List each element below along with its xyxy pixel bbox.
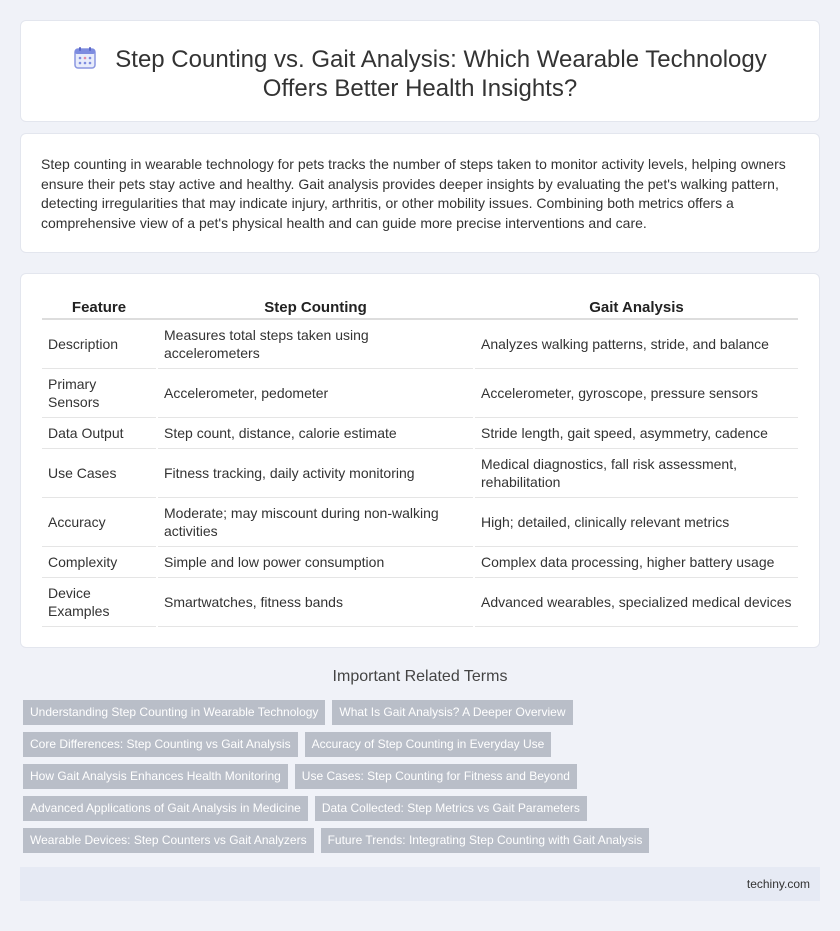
related-term-link[interactable]: Accuracy of Step Counting in Everyday Use — [305, 732, 552, 757]
table-row — [42, 368, 798, 417]
comparison-card — [20, 273, 820, 648]
related-terms-list — [23, 700, 813, 860]
related-term-link[interactable]: Core Differences: Step Counting vs Gait Analysis — [23, 732, 298, 757]
step-counting-cell: Step count, distance, calorie estimate — [157, 417, 474, 448]
related-terms-title: Important Related Terms — [332, 668, 508, 685]
step-counting-cell: Smartwatches, fitness bands — [157, 577, 474, 626]
gait-analysis-cell: Complex data processing, higher battery usage — [474, 546, 798, 577]
table-row — [42, 497, 798, 546]
intro-paragraph: Step counting in wearable technology for pets tracks the number of steps taken to monitor activity levels, helping owners ensure their pets stay active and healthy. Gait analysis provides deeper insights by evaluating the pet's walking pattern, detecting irregularities that may indicate injury, arthritis, or other mobility issues. Combining both metrics offers a comprehensive view of a pet's physical health and can guide more precise interventions and care. — [41, 156, 786, 231]
title-line-2: Offers Better Health Insights? — [262, 75, 578, 102]
footer-site-link[interactable]: techiny.com — [746, 877, 810, 891]
table-row — [42, 417, 798, 448]
intro-card — [20, 133, 820, 253]
step-counting-cell: Simple and low power consumption — [157, 546, 474, 577]
related-term-link[interactable]: Future Trends: Integrating Step Counting with Gait Analysis — [321, 828, 650, 853]
header-card — [20, 20, 820, 122]
table-row — [42, 577, 798, 626]
gait-analysis-cell: Advanced wearables, specialized medical devices — [474, 577, 798, 626]
step-counting-cell: Fitness tracking, daily activity monitoring — [157, 448, 474, 497]
table-row — [42, 448, 798, 497]
gait-analysis-cell: High; detailed, clinically relevant metrics — [474, 497, 798, 546]
related-term-link[interactable]: Use Cases: Step Counting for Fitness and Beyond — [295, 764, 577, 789]
tag-row — [23, 732, 813, 764]
related-term-link[interactable]: Advanced Applications of Gait Analysis in Medicine — [23, 796, 308, 821]
table-header-row — [42, 295, 798, 319]
tag-row — [23, 700, 813, 732]
feature-cell: Use Cases — [42, 448, 157, 497]
footer — [20, 867, 820, 901]
related-term-link[interactable]: Understanding Step Counting in Wearable Technology — [23, 700, 325, 725]
feature-cell: Data Output — [42, 417, 157, 448]
tag-row — [23, 828, 813, 860]
header-gait-analysis: Gait Analysis — [474, 295, 798, 319]
feature-cell: Complexity — [42, 546, 157, 577]
gait-analysis-cell: Medical diagnostics, fall risk assessment, rehabilitation — [474, 448, 798, 497]
feature-cell: Primary Sensors — [42, 368, 157, 417]
table-row — [42, 319, 798, 368]
feature-cell: Accuracy — [42, 497, 157, 546]
header-feature: Feature — [42, 295, 157, 319]
header-step-counting: Step Counting — [157, 295, 474, 319]
tag-row — [23, 796, 813, 828]
step-counting-cell: Measures total steps taken using accelerometers — [157, 319, 474, 368]
table-row — [42, 546, 798, 577]
step-counting-cell: Accelerometer, pedometer — [157, 368, 474, 417]
gait-analysis-cell: Accelerometer, gyroscope, pressure sensors — [474, 368, 798, 417]
calendar-icon — [73, 46, 97, 70]
gait-analysis-cell: Stride length, gait speed, asymmetry, cadence — [474, 417, 798, 448]
comparison-table — [42, 295, 798, 627]
gait-analysis-cell: Analyzes walking patterns, stride, and balance — [474, 319, 798, 368]
related-term-link[interactable]: Wearable Devices: Step Counters vs Gait Analyzers — [23, 828, 314, 853]
related-term-link[interactable]: Data Collected: Step Metrics vs Gait Parameters — [315, 796, 587, 821]
related-term-link[interactable]: How Gait Analysis Enhances Health Monitoring — [23, 764, 288, 789]
page-title — [21, 45, 819, 103]
title-line-1: Step Counting vs. Gait Analysis: Which Wearable Technology — [115, 46, 767, 73]
step-counting-cell: Moderate; may miscount during non-walking activities — [157, 497, 474, 546]
tag-row — [23, 764, 813, 796]
related-term-link[interactable]: What Is Gait Analysis? A Deeper Overview — [332, 700, 572, 725]
feature-cell: Description — [42, 319, 157, 368]
feature-cell: Device Examples — [42, 577, 157, 626]
